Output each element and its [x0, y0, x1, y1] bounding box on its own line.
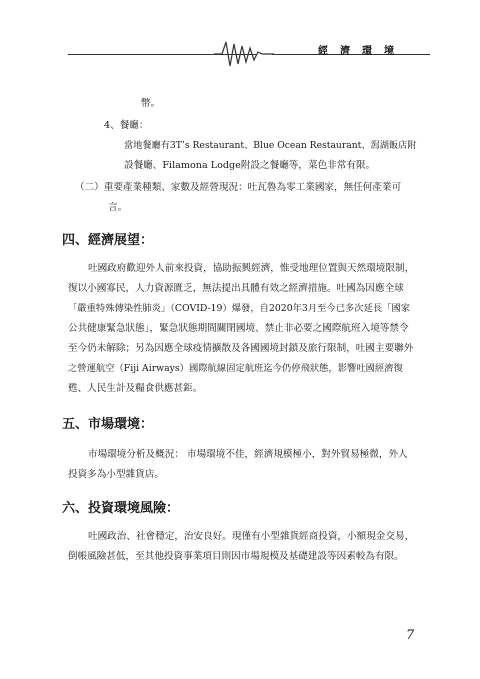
- text-line: 當地餐廳有3T’s Restaurant、Blue Ocean Restaurant、澙湖飯店附: [124, 140, 417, 151]
- section-heading: 五、市場環境：: [62, 417, 154, 432]
- text-line: 言。: [108, 202, 128, 213]
- text-line: 吐國政治、社會穩定，治安良好。現僅有小型雜貨經商投資，小額現金交易，: [88, 531, 415, 542]
- text-line: 倒帳風險甚低，至其他投資事業項目則因市場規模及基礎建設等因素較為有限。: [68, 551, 404, 562]
- text-line: 至今仍未解除；另為因應全球疫情擴散及各國國境封鎖及旅行限制，吐國主要聯外: [68, 343, 414, 354]
- pulse-wave-decoration: [214, 38, 274, 68]
- text-line: （二）重要產業種類、家數及經營現況：吐瓦魯為零工業國家，無任何產業可: [75, 182, 402, 193]
- text-line: 幣。: [141, 98, 161, 109]
- page-number: 7: [406, 628, 415, 643]
- text-line: 投資多為小型雜貨店。: [68, 469, 164, 480]
- text-line: 4、餐廳：: [104, 120, 149, 131]
- text-line: 甦、人民生計及糧食供應甚鉅。: [68, 383, 203, 394]
- text-line: 公共健康緊急狀態」，緊急狀態期間關閉國境、禁止非必要之國際航班入境等禁令: [68, 323, 409, 334]
- section-heading: 六、投資環境風險：: [62, 501, 180, 516]
- text-line: 吐國政府歡迎外人前來投資，協助振興經濟，惟受地理位置與天然環境限制，: [88, 263, 415, 274]
- text-line: 設餐廳、Filamona Lodge附設之餐廳等，菜色非常有限。: [124, 160, 376, 171]
- text-line: 之營運航空（Fiji Airways）國際航線固定航班迄今仍停飛狀態，影響吐國經濟復: [68, 363, 403, 374]
- section-heading: 四、經濟展望：: [62, 233, 154, 248]
- text-line: 市場環境分析及概況： 市場環境不佳，經濟規模極小，對外貿易極微，外人: [88, 449, 408, 460]
- text-line: 復以小國寡民，人力資源匱乏，無法提出具體有效之經濟措施。吐國為因應全球: [68, 283, 404, 294]
- header-title: 經濟環境: [318, 46, 406, 57]
- text-line: 「嚴重特殊傳染性肺炎」（COVID-19）爆發，自2020年3月至今已多次延長「國家: [68, 303, 411, 314]
